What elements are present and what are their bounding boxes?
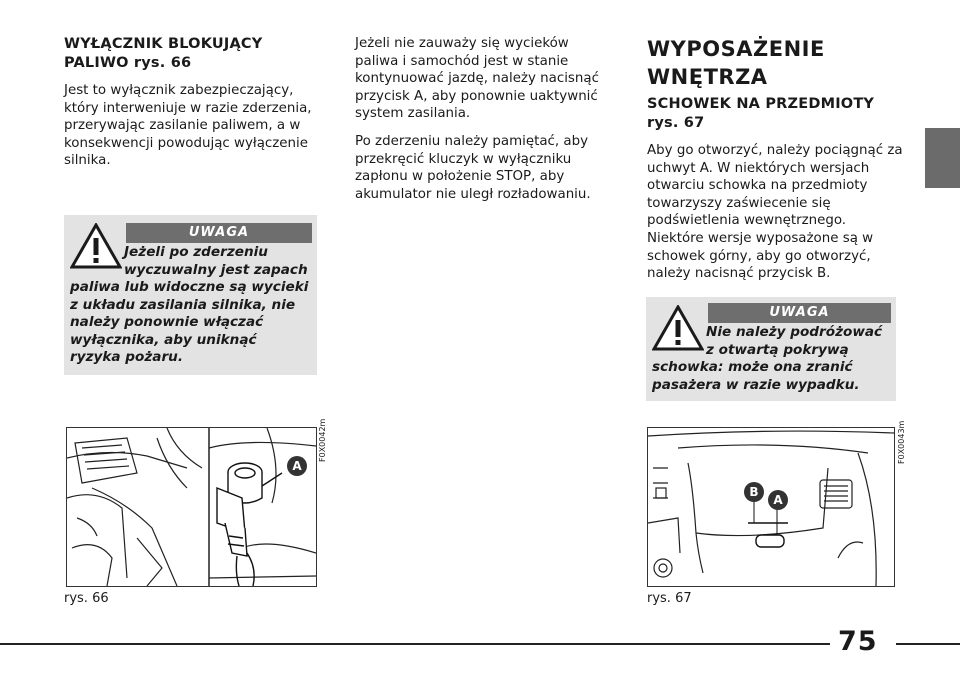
text-line: pasażera w razie wypadku. (652, 376, 860, 393)
heading-line: SCHOWEK NA PRZEDMIOTY (647, 96, 875, 112)
text-line: uchwyt A. W niektórych wersjach (647, 160, 870, 176)
text-line: paliwa i samochód jest w stanie (355, 53, 569, 69)
col2-paragraph-1 (355, 35, 625, 123)
heading-line: PALIWO rys. 66 (64, 55, 192, 71)
text-line: z układu zasilania silnika, nie (70, 296, 296, 313)
text-line: ryzyka pożaru. (70, 349, 183, 365)
warning-box-fuel (64, 215, 317, 375)
marker-a-label: A (287, 456, 307, 476)
text-line: schowek górny, aby go otworzyć, (647, 248, 871, 264)
text-line: konsekwencji powodując wyłączenie (64, 135, 308, 151)
footer-rule-right (896, 643, 960, 645)
marker-a-label: A (768, 490, 788, 510)
text-line: Niektóre wersje wyposażone są w (647, 230, 874, 246)
warning-text-indented (124, 244, 308, 279)
glovebox-paragraph (647, 142, 907, 283)
text-line: akumulator nie uległ rozładowaniu. (355, 186, 591, 202)
text-line: Po zderzeniu należy pamiętać, aby (355, 134, 589, 149)
figure-66-fuel-switch (66, 427, 317, 587)
heading-line: rys. 67 (647, 115, 705, 131)
warning-title: UWAGA (708, 303, 891, 323)
heading-line: WYPOSAŻENIE (647, 37, 825, 61)
footer-rule-left (0, 643, 830, 645)
warning-title: UWAGA (126, 223, 312, 243)
text-line: silnika. (64, 153, 111, 169)
subheading-glovebox (647, 95, 874, 133)
text-line: przekręcić kluczyk w wyłączniku (355, 151, 572, 167)
heading-line: WYŁĄCZNIK BLOKUJĄCY (64, 36, 263, 52)
text-line: otwarciu schowka na przedmioty (647, 178, 868, 194)
text-line: z otwartą pokrywą (706, 341, 849, 358)
text-line: towarzyszy zaświecenie się (647, 195, 831, 211)
fuel-cutoff-switch-drawing (217, 463, 282, 586)
text-line: należy ponownie włączać (70, 314, 264, 330)
figure-caption-67: rys. 67 (647, 591, 692, 606)
text-line: Aby go otworzyć, należy pociągnąć za (647, 143, 903, 158)
warning-text-indented (706, 324, 882, 359)
figure-code-66: F0X0042m (318, 418, 327, 462)
text-line: Jest to wyłącznik zabezpieczający, (64, 83, 294, 98)
text-line: wyłącznika, aby uniknąć (70, 331, 257, 348)
text-line: zapłonu w położenie STOP, aby (355, 169, 565, 185)
figure-caption-66: rys. 66 (64, 591, 109, 606)
text-line: który interweniuje w razie zderzenia, (64, 100, 312, 116)
text-line: podświetlenia wewnętrznego. (647, 213, 847, 229)
marker-b-label: B (744, 482, 764, 502)
fuel-switch-illustration (67, 428, 316, 586)
warning-text-full (70, 279, 308, 367)
text-line: Jeżeli nie zauważy się wycieków (355, 36, 569, 51)
fuel-switch-paragraph (64, 82, 334, 170)
text-line: przerywając zasilanie paliwem, a w (64, 118, 301, 134)
heading-line: WNĘTRZA (647, 65, 768, 89)
text-line: przycisk A, aby ponownie uaktywnić (355, 88, 598, 104)
chapter-tab (925, 128, 960, 188)
warning-text-full (652, 359, 860, 394)
col2-paragraph-2 (355, 133, 625, 203)
warning-triangle-icon (652, 305, 704, 351)
section-heading-fuel-switch (64, 35, 262, 73)
text-line: paliwa lub widoczne są wycieki (70, 279, 309, 295)
figure-code-67: F0X0043m (897, 420, 906, 464)
text-line: Jeżeli po zderzeniu (124, 244, 268, 260)
warning-box-glovebox (646, 297, 896, 401)
page-number: 75 (838, 626, 878, 657)
figure-67-glovebox (647, 427, 895, 587)
text-line: schowka: może ona zranić (652, 359, 853, 375)
text-line: Nie należy podróżować (706, 324, 883, 340)
section-heading-interior (647, 35, 825, 91)
text-line: system zasilania. (355, 106, 471, 122)
text-line: kontynuować jazdę, należy nacisnąć (355, 71, 599, 87)
text-line: wyczuwalny jest zapach (124, 261, 308, 278)
text-line: należy nacisnąć przycisk B. (647, 266, 831, 282)
warning-triangle-icon (70, 223, 122, 269)
